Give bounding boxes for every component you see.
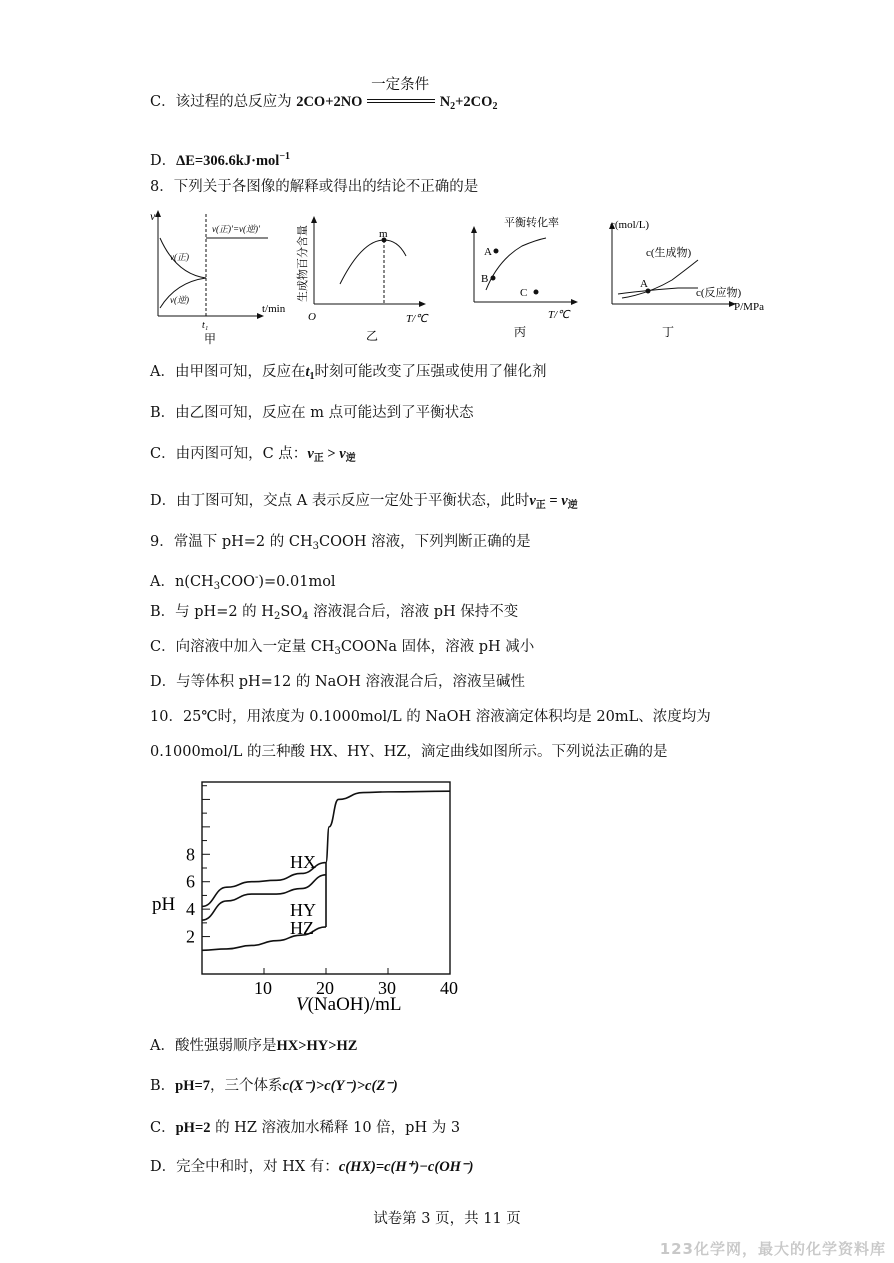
q7c-co2: +2CO [455,94,493,110]
q7d-eq: ΔE=306.6kJ·mol [176,153,280,169]
q7d-sup: −1 [279,151,291,162]
q10d-pre: D．完全中和时，对 HX 有： [150,1159,339,1175]
q10b-pre: B． [150,1078,176,1094]
q10b-eq: pH=7 [175,1078,211,1094]
x-tick-label: 20 [316,978,334,998]
q8d-op: = [545,493,562,509]
yi-peak: m [379,228,388,240]
chart-series [202,791,450,950]
q9-option-c [150,637,534,662]
bing-caption: 丙 [514,325,527,339]
q9b-sub1: 2 [273,611,281,622]
q8d-pre: D．由丁图可知，交点 A 表示反应一定处于平衡状态，此时 [150,493,530,509]
q7c-n2-sub: 2 [450,101,456,112]
q7c-condition-arrow [367,77,435,107]
q9-stem-pre: 9．常温下 pH=2 的 CH [150,534,313,550]
q8d-v2: v [561,493,568,509]
q9c-post: COONa 固体，溶液 pH 减小 [340,639,535,655]
bing-y-axis: 平衡转化率 [504,217,559,229]
page-footer: 试卷第 3 页，共 11 页 [373,1211,521,1227]
q10c-post: 的 HZ 溶液加水稀释 10 倍，pH 为 3 [210,1120,461,1136]
x-tick-label: 30 [378,978,396,998]
q9a-mid: COO [220,574,255,590]
ding-y-axis: c(mol/L) [610,219,650,231]
q10b-mid: ，三个体系 [210,1078,283,1094]
ding-caption: 丁 [662,325,675,339]
q7c-n2: N [439,94,451,110]
q8a-tsub: 1 [309,371,315,382]
jia-v-ni: v(逆) [170,295,189,305]
q10a-pre: A．酸性强弱顺序是 [150,1038,277,1054]
q10c-eq: pH=2 [175,1120,211,1136]
q7-option-c [150,77,498,117]
chart-x-label: V(NaOH)/mL [296,994,402,1015]
q9a-pre: A．n(CH [150,574,214,590]
q8-figure-yi [292,212,442,348]
jia-caption: 甲 [204,332,217,346]
q10b-rel: c(X⁻)>c(Y⁻)>c(Z⁻) [282,1078,398,1094]
jia-t-axis: t/min [262,303,286,315]
q8c-s1: 正 [313,453,324,464]
q7c-co2-sub: 2 [492,101,498,112]
q8a-t: t [305,364,310,380]
watermark: 123化学网，最大的化学资料库 [659,1240,886,1258]
curve-label-hx: HX [290,852,316,872]
q10-option-b [150,1076,398,1096]
bing-pt-c: C [520,287,528,299]
curve-label-hy: HY [290,900,316,920]
q10a-eq: HX>HY>HZ [276,1038,358,1054]
jia-eq-label: v(正)′=v(逆)′ [212,224,260,234]
chart-ticks [186,786,458,998]
q10-stem-line1: 10．25℃时，用浓度为 0.1000mol/L 的 NaOH 溶液滴定体积均是 20mL、浓度均为 [150,709,711,725]
x-tick-label: 40 [440,978,458,998]
q8-option-a [150,362,547,387]
q9-stem [150,532,531,557]
q10d-eq: c(HX)=c(H⁺)−c(OH⁻) [338,1159,474,1175]
q7c-condition: 一定条件 [371,77,430,93]
q7-option-d [150,147,290,171]
q9c-pre: C．向溶液中加入一定量 CH [150,639,335,655]
q9b-sub2: 4 [302,611,309,622]
q8-figure-bing [462,210,592,346]
ding-react: c(反应物) [696,287,742,299]
yi-caption: 乙 [366,329,379,343]
bing-pt-b: B [481,273,489,285]
bing-x-axis: T/℃ [548,309,570,321]
q10-option-a [150,1036,357,1056]
q8d-s2: 逆 [567,500,578,511]
q8c-pre: C．由丙图可知，C 点： [150,446,308,462]
q8-stem: 8．下列关于各图像的解释或得出的结论不正确的是 [150,179,479,195]
ding-x-axis: P/MPa [734,301,764,313]
ding-pt-a: A [640,278,648,290]
q10-option-c [150,1118,460,1138]
jia-v-axis: v [150,209,156,223]
q9-option-b [150,602,518,627]
q8-figure-jia [148,208,298,348]
y-tick-label: 2 [186,926,195,947]
q9a-post: )=0.01mol [258,574,336,590]
yi-x-axis: T/℃ [406,313,428,325]
q9a-sup: - [254,572,259,583]
q9-stem-post: COOH 溶液，下列判断正确的是 [318,534,531,550]
q7c-left: 2CO+2NO [296,94,363,110]
q8a-post: 时刻可能改变了压强或使用了催化剂 [314,364,547,380]
q8a-pre: A．由甲图可知，反应在 [150,364,306,380]
q7c-text: C．该过程的总反应为 [150,94,292,110]
y-tick-label: 4 [186,899,195,920]
yi-origin: O [308,311,316,323]
q9c-sub: 3 [334,646,341,657]
q8c-v1: v [307,446,314,462]
q9-option-a [150,568,336,597]
ding-prod: c(生成物) [646,247,692,259]
q8d-v1: v [529,493,536,509]
y-tick-label: 6 [186,871,195,892]
jia-v-zheng: v(正) [170,252,189,262]
yi-y-axis: 生成物百分含量 [297,225,309,302]
q9b-mid: SO [280,604,303,620]
q9b-post: 溶液混合后，溶液 pH 保持不变 [308,604,519,620]
q8-figure-ding [598,212,778,348]
jia-t1: t₁ [202,320,209,331]
q10c-pre: C． [150,1120,176,1136]
q9-option-d: D．与等体积 pH=12 的 NaOH 溶液混合后，溶液呈碱性 [150,674,525,690]
q9b-pre: B．与 pH=2 的 H [150,604,274,620]
q7d-prefix: D． [150,153,177,169]
q10-titration-chart [148,776,468,1016]
y-tick-label: 8 [186,844,195,865]
q8c-s2: 逆 [345,453,356,464]
bing-pt-a: A [484,246,492,258]
q8-option-c [150,444,356,469]
q8-option-d [150,491,578,516]
x-tick-label: 10 [254,978,272,998]
q9-stem-sub: 3 [312,541,319,552]
q9a-sub: 3 [213,581,221,592]
q10-stem-line2: 0.1000mol/L 的三种酸 HX、HY、HZ，滴定曲线如图所示。下列说法正确的是 [150,744,668,760]
chart-y-label: pH [152,894,176,915]
q8d-s1: 正 [535,500,546,511]
q8c-op: > [323,446,340,462]
q8-option-b: B．由乙图可知，反应在 m 点可能达到了平衡状态 [150,405,474,421]
q7c-equation [296,77,498,117]
q8c-v2: v [339,446,346,462]
curve-label-hz: HZ [290,918,314,938]
q10-option-d [150,1157,473,1177]
